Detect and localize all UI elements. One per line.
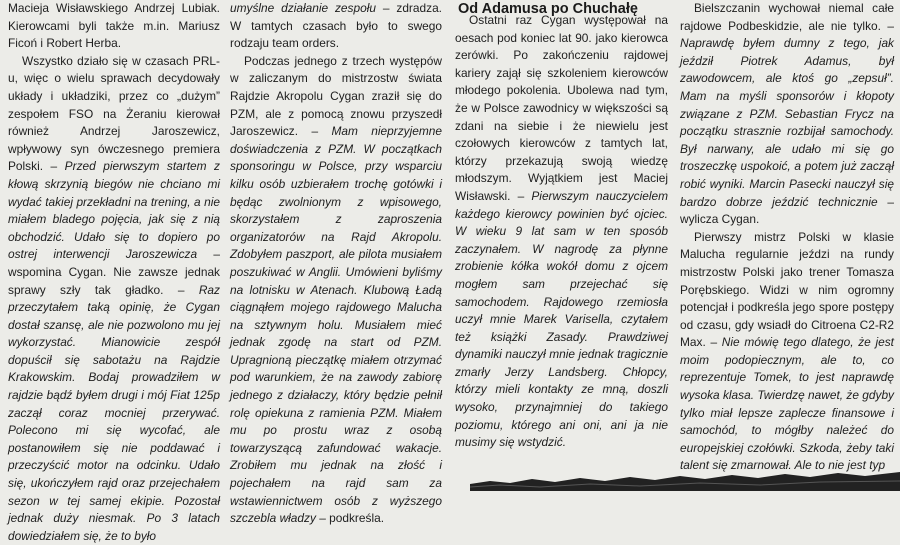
quote-run: Nie mówię tego dlatego, że jest moim podopiecznym, ale to, co reprezentuje Tomek, to jest naprawdę wysoka klasa. Twierdzę nawet, że gdyby tylko miał lepsze zaplecze finansowe i samochód, to mógłby należeć do europejskiej czołówki. Szkoda, żeby taki talent się zmarnował. Ale to nie jest typ xyxy=(680,335,894,473)
quote-run: Przed pierwszym startem z kłową skrzynią biegów nie chciano mi wydać takiej przekładni na trening, a nie miałem bladego pojęcia, jak się z nią obchodzić. Udało się to dopiero po ostrej interwencji Jaroszewicza xyxy=(8,159,220,262)
text-run: Bielszczanin wychował niemal całe rajdowe Podbeskidzie, ale nie tylko. – xyxy=(680,1,894,33)
paragraph xyxy=(8,53,220,545)
text-run: – zdradza. W tamtych czasach było to swego rodzaju team orders. xyxy=(230,1,442,51)
text-run: – wspomina Cygan. Nie zawsze jednak sprawy szły tak gładko. – xyxy=(8,247,220,297)
text-run: Wszystko działo się w czasach PRL-u, więc o wielu sprawach decydowały układy i układziki, przez co „dużym” zespołem FSO na Żeraniu kierował również Andrzej Jaroszewicz, wpływowy syn ówczesnego premiera Polski. – xyxy=(8,53,220,174)
paragraph xyxy=(680,229,894,475)
text-run: – wylicza Cygan. xyxy=(680,194,894,227)
brush-stroke-ornament xyxy=(470,466,900,491)
text-run: Macieja Wisławskiego Andrzej Lubiak. Kierowcami byli także m.in. Mariusz Ficoń i Robert Herba. xyxy=(8,1,220,51)
paragraph xyxy=(230,0,442,53)
quote-run: Mam nieprzyjemne doświadczenia z PZM. W początkach sponsoringu w Polsce, przy wsparciu kilku osób uzbierałem trochę gotówki i będąc zwolnionym z wpisowego, skorzystałem z zaproszenia organizatorów na Rajd Akropolu. Zdobyłem paszport, ale pilota musiałem poszukiwać w Anglii. Umówieni byliśmy na lotnisku w Atenach. Klubową Ładą ciągnąłem mojego rajdowego Malucha na sztywnym holu. Musiałem mieć jednak zgodę na start od PZM. Upragnioną pieczątkę miałem otrzymać pod warunkiem, że na zawody zabiorę jednego z działaczy, który będzie pełnił rolę opiekuna z ramienia PZM. Miałem mu po prostu wraz z osobą towarzyszącą zafundować wakacje. Zrobiłem mu jednak na złość i pojechałem na rajd sam za wstawiennictwem osób z wyższego szczebla władzy xyxy=(230,124,442,526)
text-run: – podkreśla. xyxy=(319,511,385,526)
text-run: Podczas jednego z trzech występów w zaliczanym do mistrzostw świata Rajdzie Akropolu Cygan zraził się do PZM, ale z pomocą znowu przyszedł Jaroszewicz. – xyxy=(230,53,442,139)
text-column-1 xyxy=(8,0,220,545)
quote-run: umyślne działanie zespołu xyxy=(230,1,376,15)
text-run: Pierwszy mistrz Polski w klasie Malucha regularnie jeździ na rundy mistrzostw Polski jako trener Tomasza Porębskiego. Widzi w nim ogromny potencjał i podkreśla jego spore postępy od czasu, gdy wsiadł do Citroena C2-R2 Max. – xyxy=(680,229,894,350)
paragraph xyxy=(230,53,442,528)
quote-run: Naprawdę byłem dumny z tego, jak jeździł Piotrek Adamus, był zawodowcem, ale ktoś go „zepsuł”. Mam na myśli sponsorów i kłopoty związane z PZM. Sebastian Frycz na początku strasznie rozbijał samochody. Był narwany, ale udało mi się go troszeczkę uspokoić, a potem już zaczął robić wyniki. Marcin Pasecki nauczył się bardzo dobrze jeździć technicznie xyxy=(680,36,894,209)
paragraph xyxy=(680,0,894,229)
text-column-2 xyxy=(230,0,442,528)
text-column-4 xyxy=(680,0,894,475)
text-column-3 xyxy=(455,12,668,452)
paragraph xyxy=(455,12,668,452)
quote-run: Raz przeczytałem taką opinię, że Cygan dostał szansę, ale nie pozwolono mu jej wykorzystać. Mianowicie zespół dopuścił się sabotażu na Rajdzie Krakowskim. Bodaj prowadziłem w rajdzie bądź byłem drugi i mój Fiat 125p zaczął coraz mocniej przerywać. Polecono mi się wycofać, ale postanowiłem się nie poddawać i przeczyścić motor na odcinku. Udało się, ukończyłem rajd oraz przejechałem sezon w tej samej ekipie. Pozostał jednak duży niesmak. Po 3 latach dowiedziałem się, że to było xyxy=(8,282,220,543)
section-headline: Od Adamusa po Chuchałę xyxy=(458,1,638,17)
paragraph xyxy=(8,0,220,53)
quote-run: Pierwszym nauczycielem każdego kierowcy powinien być ojciec. W wieku 9 lat sam w ten sposób zaczynałem. W nagrodę za płynne zrobienie kółka wokół domu z ojcem mogłem sam przejechać się samochodem. Rajdowego rzemiosła uczył mnie Marek Varisella, czytałem też książki Zasady. Prawdziwej dynamiki nauczył mnie jednak tragicznie zmarły Jerzy Landsberg. Chłopcy, którzy mieli kontakty ze mną, doszli wysoko, przynajmniej do takiego poziomu, którego ani oni, ani ja nie musimy się wstydzić. xyxy=(455,188,669,450)
text-run: Ostatni raz Cygan występował na oesach pod koniec lat 90. jako kierowca zerówki. Po zakończeniu rajdowej kariery zajął się szkoleniem kierowców młodego pokolenia. Ubolewa nad tym, że w Polsce zawodnicy w większości są zdani na siebie i że niewielu jest czołowych kierowców z tamtych lat, którzy przekazują swoją wiedzę młodszym. Wyjątkiem jest Maciej Wisławski. – xyxy=(455,13,668,203)
